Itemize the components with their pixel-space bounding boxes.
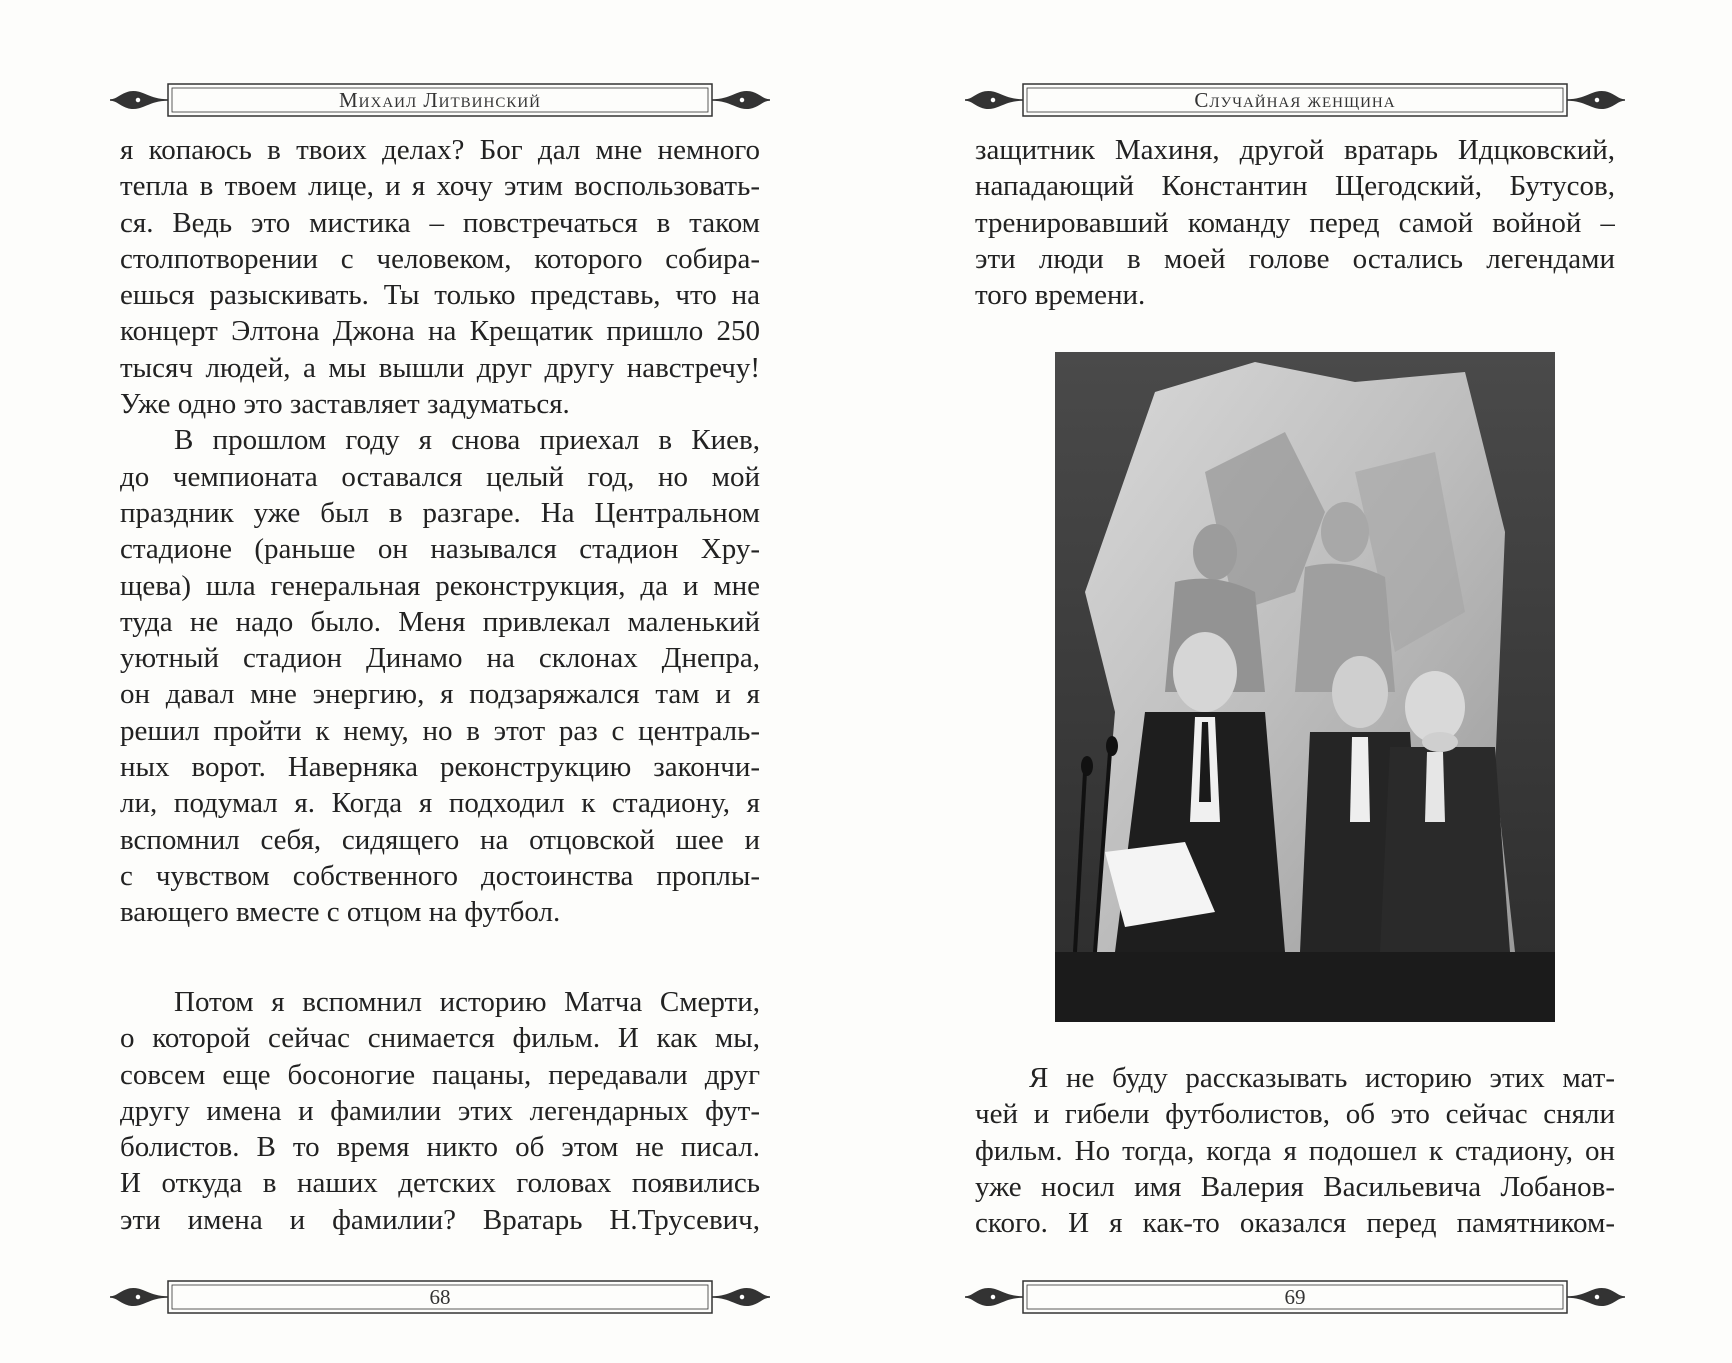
text-line: туда не надо было. Меня привлекал маленький bbox=[120, 605, 760, 638]
left-running-head: Михаил Литвинский bbox=[338, 88, 541, 112]
text-line: Потом я вспомнил историю Матча Смерти, bbox=[174, 986, 760, 1018]
text-line: И откуда в наших детских головах появились bbox=[120, 1167, 760, 1200]
text-line: вспомнил себя, сидящего на отцовской шее и bbox=[120, 823, 760, 856]
right-paragraph-2 bbox=[975, 1060, 1615, 1241]
text-line: вающего вместе с отцом на футбол. bbox=[120, 896, 561, 929]
left-footer-ornament bbox=[108, 1275, 772, 1319]
text-line: эти имена и фамилии? Вратарь Н.Трусевич, bbox=[120, 1203, 760, 1236]
text-line: ешься разыскивать. Ты только представь, что на bbox=[120, 279, 760, 312]
left-page-number: 68 bbox=[429, 1285, 451, 1309]
text-line: столпотворении с человеком, которого собира- bbox=[120, 242, 760, 275]
text-line: я копаюсь в твоих делах? Бог дал мне немного bbox=[120, 134, 760, 166]
text-line: концерт Элтона Джона на Крещатик пришло 250 bbox=[120, 315, 760, 348]
text-line: уже носил имя Валерия Васильевича Лобанов- bbox=[975, 1170, 1615, 1203]
left-header-ornament bbox=[108, 78, 772, 122]
right-running-head: Случайная женщина bbox=[1194, 88, 1396, 112]
text-line: В прошлом году я снова приехал в Киев, bbox=[174, 424, 760, 457]
text-line: он давал мне энергию, я подзаряжался там и я bbox=[120, 678, 760, 711]
memorial-photo bbox=[1055, 352, 1555, 1022]
left-page bbox=[120, 0, 760, 1363]
right-paragraph-1 bbox=[975, 132, 1615, 313]
right-page-number: 69 bbox=[1284, 1285, 1306, 1309]
text-line: Я не буду рассказывать историю этих мат- bbox=[1029, 1062, 1615, 1094]
text-line: с чувством собственного достоинства проплы- bbox=[120, 859, 760, 892]
text-line: ли, подумал я. Когда я подходил к стадиону, я bbox=[120, 787, 760, 820]
right-header-ornament bbox=[963, 78, 1627, 122]
text-line: чей и гибели футболистов, об это сейчас сняли bbox=[975, 1098, 1615, 1131]
text-line: болистов. В то время никто об этом не писал. bbox=[120, 1131, 760, 1164]
text-line: ных ворот. Наверняка реконструкцию закончи- bbox=[120, 751, 760, 784]
right-footer-ornament bbox=[963, 1275, 1627, 1319]
left-paragraph-1 bbox=[120, 132, 760, 931]
text-line: Уже одно это заставляет задуматься. bbox=[120, 388, 570, 421]
text-line: решил пройти к нему, но в этот раз с централь- bbox=[120, 714, 760, 747]
text-line: о которой сейчас снимается фильм. И как мы, bbox=[120, 1022, 760, 1055]
text-line: эти люди в моей голове остались легендами bbox=[975, 242, 1615, 275]
text-line: тысяч людей, а мы вышли друг другу навстречу! bbox=[120, 351, 760, 384]
text-line: стадионе (раньше он назывался стадион Хру- bbox=[120, 533, 760, 566]
text-line: совсем еще босоногие пацаны, передавали друг bbox=[120, 1058, 760, 1091]
left-paragraph-3 bbox=[120, 984, 760, 1238]
text-line: тепла в твоем лице, и я хочу этим воспользовать- bbox=[120, 170, 760, 203]
text-line: ского. И я как-то оказался перед памятником- bbox=[975, 1207, 1615, 1240]
text-line: щева) шла генеральная реконструкция, да и мне bbox=[120, 569, 760, 602]
text-line: праздник уже был в разгаре. На Центральном bbox=[120, 496, 760, 529]
right-page bbox=[975, 0, 1615, 1363]
text-line: уютный стадион Динамо на склонах Днепра, bbox=[120, 642, 760, 675]
text-line: ся. Ведь это мистика – повстречаться в таком bbox=[120, 206, 760, 239]
text-line: того времени. bbox=[975, 279, 1146, 312]
text-line: до чемпионата оставался целый год, но мой bbox=[120, 460, 760, 493]
text-line: нападающий Константин Щегодский, Бутусов, bbox=[975, 170, 1615, 203]
text-line: фильм. Но тогда, когда я подошел к стадиону, он bbox=[975, 1134, 1615, 1167]
memorial-photo-image bbox=[1055, 352, 1555, 1022]
text-line: другу имена и фамилии этих легендарных фут- bbox=[120, 1094, 760, 1127]
text-line: защитник Махиня, другой вратарь Идцковский, bbox=[975, 134, 1615, 166]
text-line: тренировавший команду перед самой войной – bbox=[975, 206, 1615, 239]
